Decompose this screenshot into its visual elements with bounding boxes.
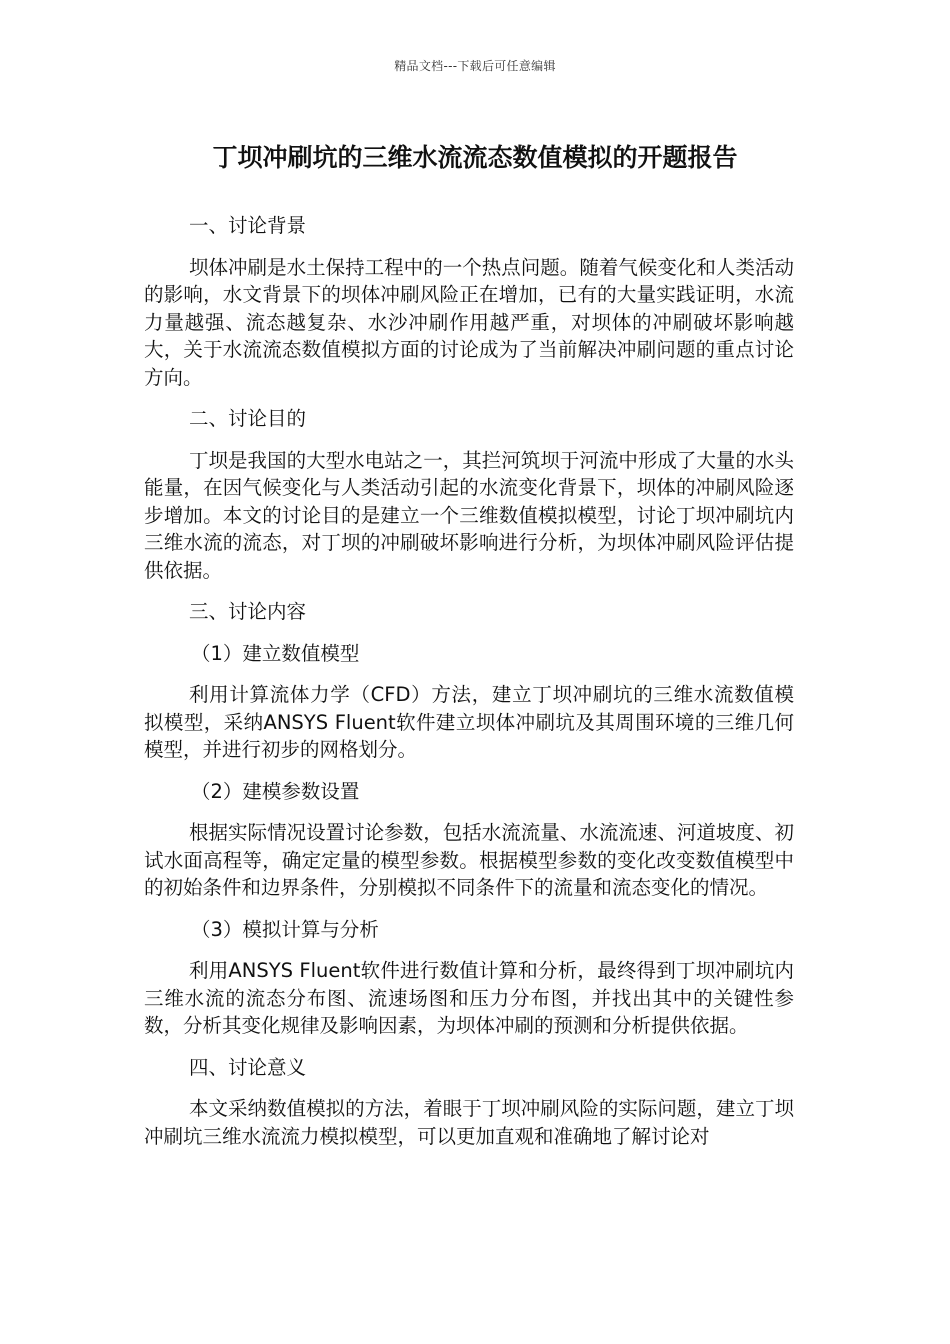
paragraph-numerical-model: 利用计算流体力学（CFD）方法，建立丁坝冲刷坑的三维水流数值模拟模型，采纳ANSYS Fluent软件建立坝体冲刷坑及其周围环境的三维几何模型，并进行初步的网格划分。 [144,683,794,761]
paragraph-purpose: 丁坝是我国的大型水电站之一，其拦河筑坝于河流中形成了大量的水头能量，在因气候变化与人类活动引起的水流变化背景下，坝体的冲刷风险逐步增加。本文的讨论目的是建立一个三维数值模拟模型，讨论丁坝冲刷坑内三维水流的流态，对丁坝的冲刷破坏影响进行分析，为坝体冲刷风险评估提供依据。 [144,448,794,582]
paragraph-parameter-setup: 根据实际情况设置讨论参数，包括水流流量、水流流速、河道坡度、初试水面高程等，确定定量的模型参数。根据模型参数的变化改变数值模型中的初始条件和边界条件，分别模拟不同条件下的流量和流态变化的情况。 [144,821,794,899]
subheading-numerical-model: （1）建立数值模型 [191,641,360,665]
document-title: 丁坝冲刷坑的三维水流流态数值模拟的开题报告 [212,143,738,172]
document-body [144,212,794,1164]
section-heading-significance: 四、讨论意义 [189,1055,307,1079]
subheading-parameter-setup: （2）建模参数设置 [191,779,360,803]
paragraph-background: 坝体冲刷是水土保持工程中的一个热点问题。随着气候变化和人类活动的影响，水文背景下的坝体冲刷风险正在增加，已有的大量实践证明，水流力量越强、流态越复杂、水沙冲刷作用越严重，对坝体的冲刷破坏影响越大，关于水流流态数值模拟方面的讨论成为了当前解决冲刷问题的重点讨论方向。 [144,255,794,389]
subheading-simulation-analysis: （3）模拟计算与分析 [191,917,379,941]
paragraph-simulation-analysis: 利用ANSYS Fluent软件进行数值计算和分析，最终得到丁坝冲刷坑内三维水流的流态分布图、流速场图和压力分布图，并找出其中的关键性参数，分析其变化规律及影响因素，为坝体冲刷的预测和分析提供依据。 [144,959,794,1037]
header-watermark: 精品文档---下载后可任意编辑 [394,59,556,73]
section-heading-background: 一、讨论背景 [189,214,307,237]
section-heading-purpose: 二、讨论目的 [189,407,307,430]
paragraph-significance: 本文采纳数值模拟的方法，着眼于丁坝冲刷风险的实际问题，建立丁坝冲刷坑三维水流流力模拟模型，可以更加直观和准确地了解讨论对 [144,1097,794,1148]
section-heading-content: 三、讨论内容 [189,600,307,623]
